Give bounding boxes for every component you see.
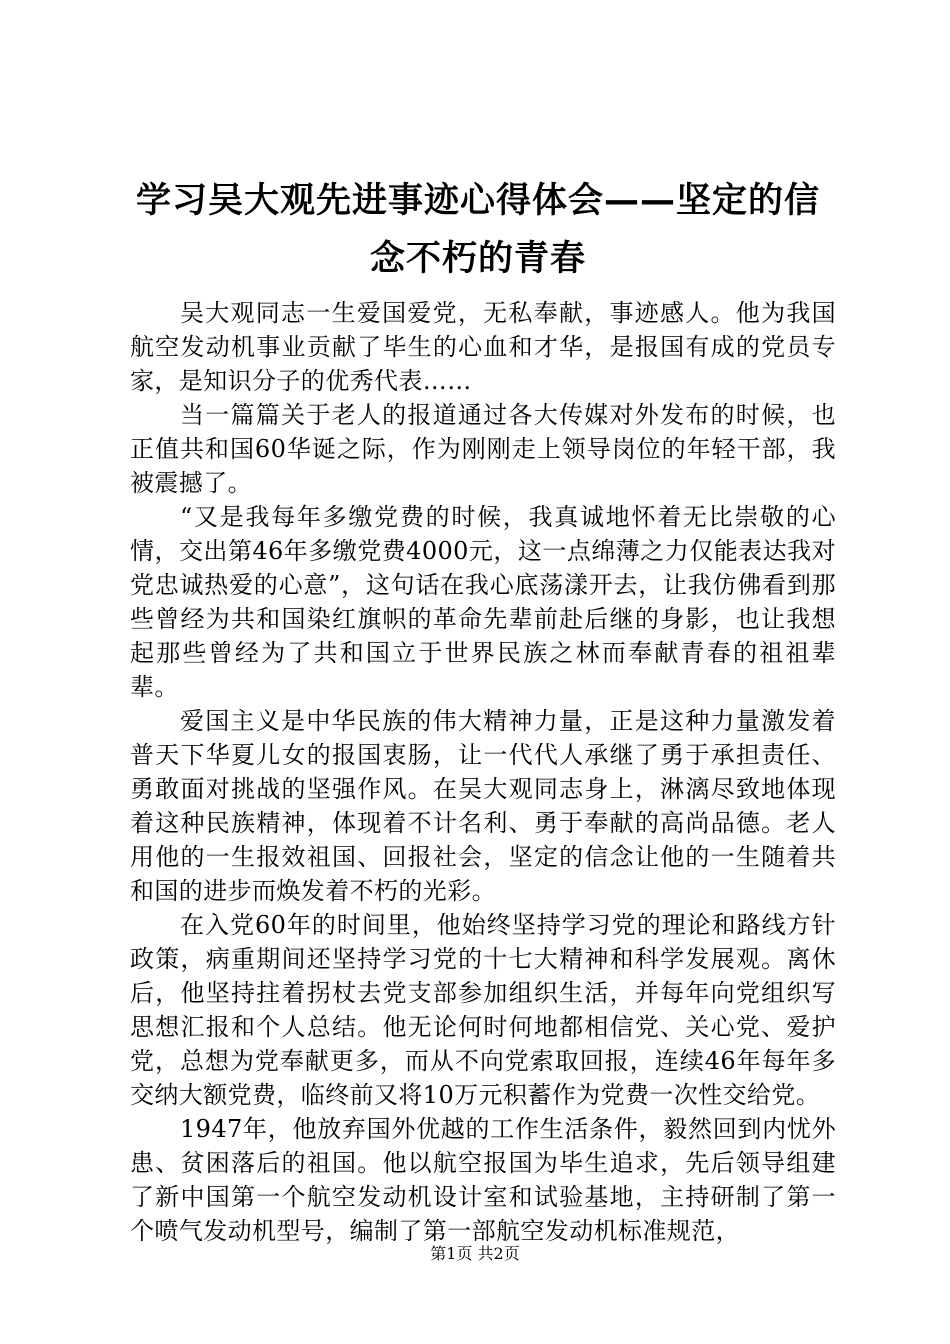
paragraph-2: 当一篇篇关于老人的报道通过各大传媒对外发布的时候，也正值共和国60华诞之际，作为刚刚走上领导岗位的年轻干部，我被震撼了。 — [130, 401, 836, 497]
paragraph-1: 吴大观同志一生爱国爱党，无私奉献，事迹感人。他为我国航空发动机事业贡献了毕生的心血和才华，是报国有成的党员专家，是知识分子的优秀代表…… — [130, 299, 836, 395]
paragraph-6: 1947年，他放弃国外优越的工作生活条件，毅然回到内忧外患、贫困落后的祖国。他以航空报国为毕生追求，先后领导组建了新中国第一个航空发动机设计室和试验基地，主持研制了第一个喷气发动机型号，编制了第一部航空发动机标准规范， — [130, 1115, 836, 1245]
document-title: 学习吴大观先进事迹心得体会——坚定的信念不朽的青春 — [135, 181, 820, 279]
paragraph-4: 爱国主义是中华民族的伟大精神力量，正是这种力量激发着普天下华夏儿女的报国衷肠，让一代代人承继了勇于承担责任、勇敢面对挑战的坚强作风。在吴大观同志身上，淋漓尽致地体现着这种民族精神，体现着不计名利、勇于奉献的高尚品德。老人用他的一生报效祖国、回报社会，坚定的信念让他的一生随着共和国的进步而焕发着不朽的光彩。 — [130, 707, 836, 905]
paragraph-5: 在入党60年的时间里，他始终坚持学习党的理论和路线方针政策，病重期间还坚持学习党的十七大精神和科学发展观。离休后，他坚持拄着拐杖去党支部参加组织生活，并每年向党组织写思想汇报和个人总结。他无论何时何地都相信党、关心党、爱护党，总想为党奉献更多，而从不向党索取回报，连续46年每年多交纳大额党费，临终前又将10万元积蓄作为党费一次性交给党。 — [130, 911, 836, 1109]
page-number-footer: 第1页 共2页 — [430, 1244, 520, 1263]
document-body — [130, 296, 836, 1248]
paragraph-3: “又是我每年多缴党费的时候，我真诚地怀着无比崇敬的心情，交出第46年多缴党费4000元，这一点绵薄之力仅能表达我对党忠诚热爱的心意”，这句话在我心底荡漾开去，让我仿佛看到那些曾经为共和国染红旗帜的革命先辈前赴后继的身影，也让我想起那些曾经为了共和国立于世界民族之林而奉献青春的祖祖辈辈。 — [130, 503, 836, 701]
